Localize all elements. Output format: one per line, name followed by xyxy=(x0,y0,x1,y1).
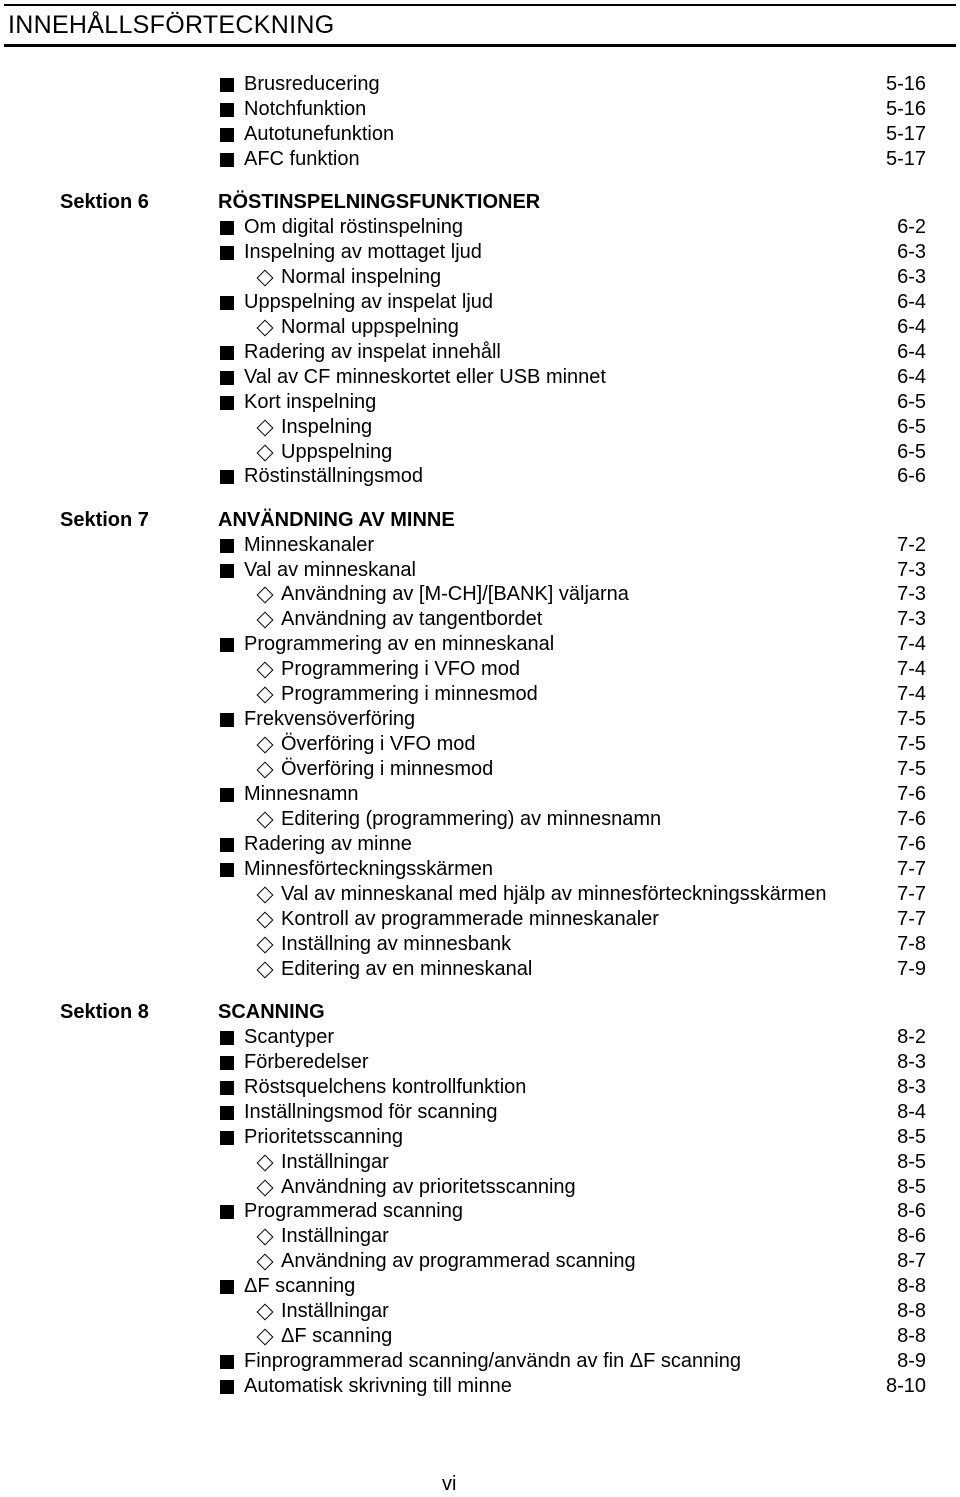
toc-entry[interactable] xyxy=(218,907,926,932)
toc-entry-page: 8-4 xyxy=(897,1100,926,1123)
toc-entry-page: 7-6 xyxy=(897,832,926,855)
toc-entry-page: 7-7 xyxy=(897,857,926,880)
toc-entry-page: 5-16 xyxy=(885,73,926,95)
toc-entry-title: Förberedelser xyxy=(244,1050,369,1073)
toc-entry-page: 5-17 xyxy=(885,122,926,145)
diamond-bullet-icon xyxy=(257,812,274,829)
square-bullet-icon xyxy=(220,153,234,167)
toc-entry-title: Normal inspelning xyxy=(281,265,442,288)
toc-entry-page: 8-7 xyxy=(897,1250,926,1273)
toc-entry-page: 8-9 xyxy=(897,1350,926,1373)
toc-entry-title: Inställning av minnesbank xyxy=(281,932,512,955)
toc-entry[interactable] xyxy=(218,365,926,390)
diamond-bullet-icon xyxy=(257,444,274,461)
toc-entry[interactable] xyxy=(218,632,926,657)
toc-entry-title: Prioritetsscanning xyxy=(244,1125,403,1148)
toc-entry[interactable] xyxy=(218,1274,926,1299)
toc-entry[interactable] xyxy=(218,315,926,340)
toc-entry[interactable] xyxy=(218,147,926,172)
toc-entry[interactable] xyxy=(218,340,926,365)
toc-entry[interactable] xyxy=(218,682,926,707)
toc-entry-title: Inställningar xyxy=(281,1150,389,1173)
toc-entry-page: 6-5 xyxy=(897,440,926,463)
square-bullet-icon xyxy=(220,539,234,553)
diamond-bullet-icon xyxy=(257,911,274,928)
toc-entry[interactable] xyxy=(218,707,926,732)
toc-entry-title: Programmering i VFO mod xyxy=(281,658,520,681)
toc-entry-title: Inställningsmod för scanning xyxy=(244,1100,498,1123)
toc-entry-page: 7-4 xyxy=(897,633,926,656)
diamond-bullet-icon xyxy=(257,587,274,604)
toc-entry[interactable] xyxy=(218,464,926,489)
section-heading-text: SCANNING xyxy=(218,1000,325,1023)
square-bullet-icon xyxy=(220,838,234,852)
toc-entry[interactable] xyxy=(218,558,926,583)
diamond-bullet-icon xyxy=(257,1304,274,1321)
toc-entry[interactable] xyxy=(218,1349,926,1374)
toc-entry-page: 8-8 xyxy=(897,1300,926,1323)
toc-entry-page: 7-2 xyxy=(897,533,926,556)
toc-entry-page: 7-7 xyxy=(897,907,926,930)
toc-entry-title: ΔF scanning xyxy=(244,1275,356,1298)
toc-entry[interactable] xyxy=(218,1050,926,1075)
toc-entry-page: 8-3 xyxy=(897,1050,926,1073)
toc-entry[interactable] xyxy=(218,757,926,782)
toc-entry-title: Användning av tangentbordet xyxy=(281,608,543,631)
toc-entry-page: 5-16 xyxy=(885,97,926,120)
toc-entry-title: Användning av programmerad scanning xyxy=(281,1250,636,1273)
toc-entry[interactable] xyxy=(218,882,926,907)
section-heading-text: RÖSTINSPELNINGSFUNKTIONER xyxy=(218,191,541,213)
toc-entry-title: Uppspelning xyxy=(281,440,393,463)
toc-entry-title: Normal uppspelning xyxy=(281,315,459,338)
toc-entry[interactable] xyxy=(218,832,926,857)
square-bullet-icon xyxy=(220,78,234,92)
diamond-bullet-icon xyxy=(257,1179,274,1196)
diamond-bullet-icon xyxy=(257,612,274,629)
toc-entry[interactable] xyxy=(218,440,926,465)
toc-entry-page: 8-8 xyxy=(897,1275,926,1298)
toc-entry-title: Användning av prioritetsscanning xyxy=(281,1175,576,1198)
square-bullet-icon xyxy=(220,564,234,578)
toc-entry-title: Röstsquelchens kontrollfunktion xyxy=(244,1075,527,1098)
toc-entry-page: 6-4 xyxy=(897,315,926,338)
toc-entry-page: 7-5 xyxy=(897,733,926,756)
square-bullet-icon xyxy=(220,221,234,235)
page-header xyxy=(4,4,956,47)
toc-entry-page: 8-5 xyxy=(897,1150,926,1173)
toc-entry-title: ΔF scanning xyxy=(281,1325,393,1348)
diamond-bullet-icon xyxy=(257,319,274,336)
section-heading-text: ANVÄNDNING AV MINNE xyxy=(218,508,455,531)
square-bullet-icon xyxy=(220,371,234,385)
toc-entry[interactable] xyxy=(218,582,926,607)
toc-entry[interactable] xyxy=(218,290,926,315)
square-bullet-icon xyxy=(220,470,234,484)
section-label: Sektion 6 xyxy=(60,191,149,213)
square-bullet-icon xyxy=(220,638,234,652)
diamond-bullet-icon xyxy=(257,1154,274,1171)
square-bullet-icon xyxy=(220,1106,234,1120)
toc-entry[interactable] xyxy=(218,1299,926,1324)
toc-entry[interactable] xyxy=(218,415,926,440)
section-heading xyxy=(218,190,926,215)
diamond-bullet-icon xyxy=(257,662,274,679)
toc-entry-title: Överföring i minnesmod xyxy=(281,758,494,781)
toc-entry[interactable] xyxy=(218,1224,926,1249)
toc-entry-page: 8-10 xyxy=(885,1375,926,1398)
toc-entry-title: Brusreducering xyxy=(244,73,380,95)
toc-entry[interactable] xyxy=(218,1100,926,1125)
toc-entry-title: Minneskanaler xyxy=(244,533,375,556)
toc-entry-title: Uppspelning av inspelat ljud xyxy=(244,290,494,313)
toc-entry-title: Inspelning av mottaget ljud xyxy=(244,240,482,263)
toc-entry[interactable] xyxy=(218,1025,926,1050)
square-bullet-icon xyxy=(220,713,234,727)
square-bullet-icon xyxy=(220,1131,234,1145)
toc-entry-title: Radering av minne xyxy=(244,832,412,855)
square-bullet-icon xyxy=(220,1056,234,1070)
square-bullet-icon xyxy=(220,246,234,260)
toc-entry-page: 7-4 xyxy=(897,658,926,681)
square-bullet-icon xyxy=(220,1280,234,1294)
page-number: vi xyxy=(442,1473,457,1495)
toc-entry-title: Radering av inspelat innehåll xyxy=(244,340,501,363)
toc-entry-title: Editering av en minneskanal xyxy=(281,957,533,980)
toc-entry-title: Val av minneskanal xyxy=(244,558,416,581)
square-bullet-icon xyxy=(220,1205,234,1219)
diamond-bullet-icon xyxy=(257,1254,274,1271)
toc-entry-title: Minnesförteckningsskärmen xyxy=(244,857,493,880)
toc-entry-title: Inställningar xyxy=(281,1225,389,1248)
toc-entry-title: Kort inspelning xyxy=(244,390,377,413)
diamond-bullet-icon xyxy=(257,1329,274,1346)
toc-entry[interactable] xyxy=(218,607,926,632)
toc-entry[interactable] xyxy=(218,390,926,415)
toc-entry-title: Editering (programmering) av minnesnamn xyxy=(281,808,662,830)
section-label: Sektion 7 xyxy=(60,508,149,531)
square-bullet-icon xyxy=(220,1380,234,1394)
diamond-bullet-icon xyxy=(257,961,274,978)
toc-entry-page: 6-5 xyxy=(897,390,926,413)
toc-entry[interactable] xyxy=(218,807,926,832)
toc-entry[interactable] xyxy=(218,240,926,265)
toc-entry-page: 6-4 xyxy=(897,290,926,313)
toc-entry[interactable] xyxy=(218,122,926,147)
toc-entry[interactable] xyxy=(218,1175,926,1200)
toc-entry[interactable] xyxy=(218,1249,926,1274)
diamond-bullet-icon xyxy=(257,936,274,953)
square-bullet-icon xyxy=(220,1355,234,1369)
toc-entry-title: Notchfunktion xyxy=(244,97,367,120)
toc-entry[interactable] xyxy=(218,782,926,807)
toc-entry-page: 7-5 xyxy=(897,708,926,731)
square-bullet-icon xyxy=(220,788,234,802)
toc-entry[interactable] xyxy=(218,657,926,682)
toc-entry-page: 7-5 xyxy=(897,758,926,781)
toc-entry-title: Inställningar xyxy=(281,1300,389,1323)
square-bullet-icon xyxy=(220,103,234,117)
toc-entry-title: Om digital röstinspelning xyxy=(244,215,463,238)
toc-entry-page: 7-8 xyxy=(897,932,926,955)
section-heading xyxy=(218,1000,926,1025)
toc-entry-page: 6-5 xyxy=(897,415,926,438)
toc-entry[interactable] xyxy=(218,957,926,982)
toc-entry-title: Val av CF minneskortet eller USB minnet xyxy=(244,365,606,388)
toc-entry[interactable] xyxy=(218,1199,926,1224)
toc-entry-page: 8-2 xyxy=(897,1025,926,1048)
toc-entry-title: Frekvensöverföring xyxy=(244,708,416,731)
toc-entry-title: Programmering i minnesmod xyxy=(281,683,538,706)
toc-entry-title: Användning av [M-CH]/[BANK] väljarna xyxy=(281,583,629,606)
diamond-bullet-icon xyxy=(257,886,274,903)
toc-entry[interactable] xyxy=(218,1374,926,1399)
toc-entry-title: Minnesnamn xyxy=(244,783,359,806)
toc-entry[interactable] xyxy=(218,1125,926,1150)
toc-entry[interactable] xyxy=(218,1075,926,1100)
toc-entry-title: Automatisk skrivning till minne xyxy=(244,1375,512,1398)
square-bullet-icon xyxy=(220,128,234,142)
diamond-bullet-icon xyxy=(257,269,274,286)
toc-entry[interactable] xyxy=(218,1150,926,1175)
section-label: Sektion 8 xyxy=(60,1000,149,1023)
diamond-bullet-icon xyxy=(257,762,274,779)
toc-entry[interactable] xyxy=(218,732,926,757)
diamond-bullet-icon xyxy=(257,419,274,436)
toc-entry-page: 7-4 xyxy=(897,683,926,706)
toc-entry-page: 6-3 xyxy=(897,240,926,263)
square-bullet-icon xyxy=(220,1081,234,1095)
toc-entry-title: Överföring i VFO mod xyxy=(281,733,476,756)
toc-entry[interactable] xyxy=(218,857,926,882)
toc-entry-page: 7-9 xyxy=(897,957,926,980)
toc-entry[interactable] xyxy=(218,533,926,558)
toc-entry-page: 6-6 xyxy=(897,465,926,488)
toc-entry-page: 8-6 xyxy=(897,1225,926,1248)
toc-entry-title: Autotunefunktion xyxy=(244,122,395,145)
toc-entry-page: 6-2 xyxy=(897,215,926,238)
toc-entry[interactable] xyxy=(218,932,926,957)
toc-entry-page: 8-5 xyxy=(897,1125,926,1148)
section-heading xyxy=(218,508,926,533)
toc-entry-page: 8-6 xyxy=(897,1200,926,1223)
toc-entry-page: 7-7 xyxy=(897,882,926,905)
toc-entry-page: 5-17 xyxy=(885,147,926,170)
toc-entry-page: 7-3 xyxy=(897,558,926,581)
toc-entry-page: 8-5 xyxy=(897,1175,926,1198)
square-bullet-icon xyxy=(220,863,234,877)
toc-entry-title: Inspelning xyxy=(281,415,373,438)
toc-entry-title: Finprogrammerad scanning/användn av fin ΔF scanning xyxy=(244,1350,741,1373)
square-bullet-icon xyxy=(220,1031,234,1045)
toc-entry[interactable] xyxy=(218,97,926,122)
page-title: INNEHÅLLSFÖRTECKNING xyxy=(8,11,335,39)
toc-entry-page: 8-3 xyxy=(897,1075,926,1098)
toc-entry-title: Kontroll av programmerade minneskanaler xyxy=(281,907,659,930)
toc-entry-page: 7-6 xyxy=(897,808,926,830)
diamond-bullet-icon xyxy=(257,687,274,704)
toc-entry[interactable] xyxy=(218,265,926,290)
toc-entry-page: 6-4 xyxy=(897,365,926,388)
square-bullet-icon xyxy=(220,396,234,410)
toc-entry-page: 7-6 xyxy=(897,783,926,806)
toc-entry-title: Programmering av en minneskanal xyxy=(244,633,555,656)
toc-entry-title: AFC funktion xyxy=(244,147,360,170)
toc-entry-page: 8-8 xyxy=(897,1325,926,1348)
diamond-bullet-icon xyxy=(257,1229,274,1246)
toc-entry-page: 6-4 xyxy=(897,340,926,363)
toc-entry-title: Röstinställningsmod xyxy=(244,465,423,488)
toc-entry[interactable] xyxy=(218,72,926,97)
toc-entry[interactable] xyxy=(218,215,926,240)
toc-entry-title: Programmerad scanning xyxy=(244,1200,463,1223)
toc-entry-page: 6-3 xyxy=(897,265,926,288)
toc-entry-title: Val av minneskanal med hjälp av minnesförteckningsskärmen xyxy=(281,882,827,905)
toc-entry-title: Scantyper xyxy=(244,1025,335,1048)
toc-entry-page: 7-3 xyxy=(897,583,926,606)
square-bullet-icon xyxy=(220,296,234,310)
diamond-bullet-icon xyxy=(257,737,274,754)
square-bullet-icon xyxy=(220,346,234,360)
toc-entry-page: 7-3 xyxy=(897,608,926,631)
toc-entry[interactable] xyxy=(218,1324,926,1349)
